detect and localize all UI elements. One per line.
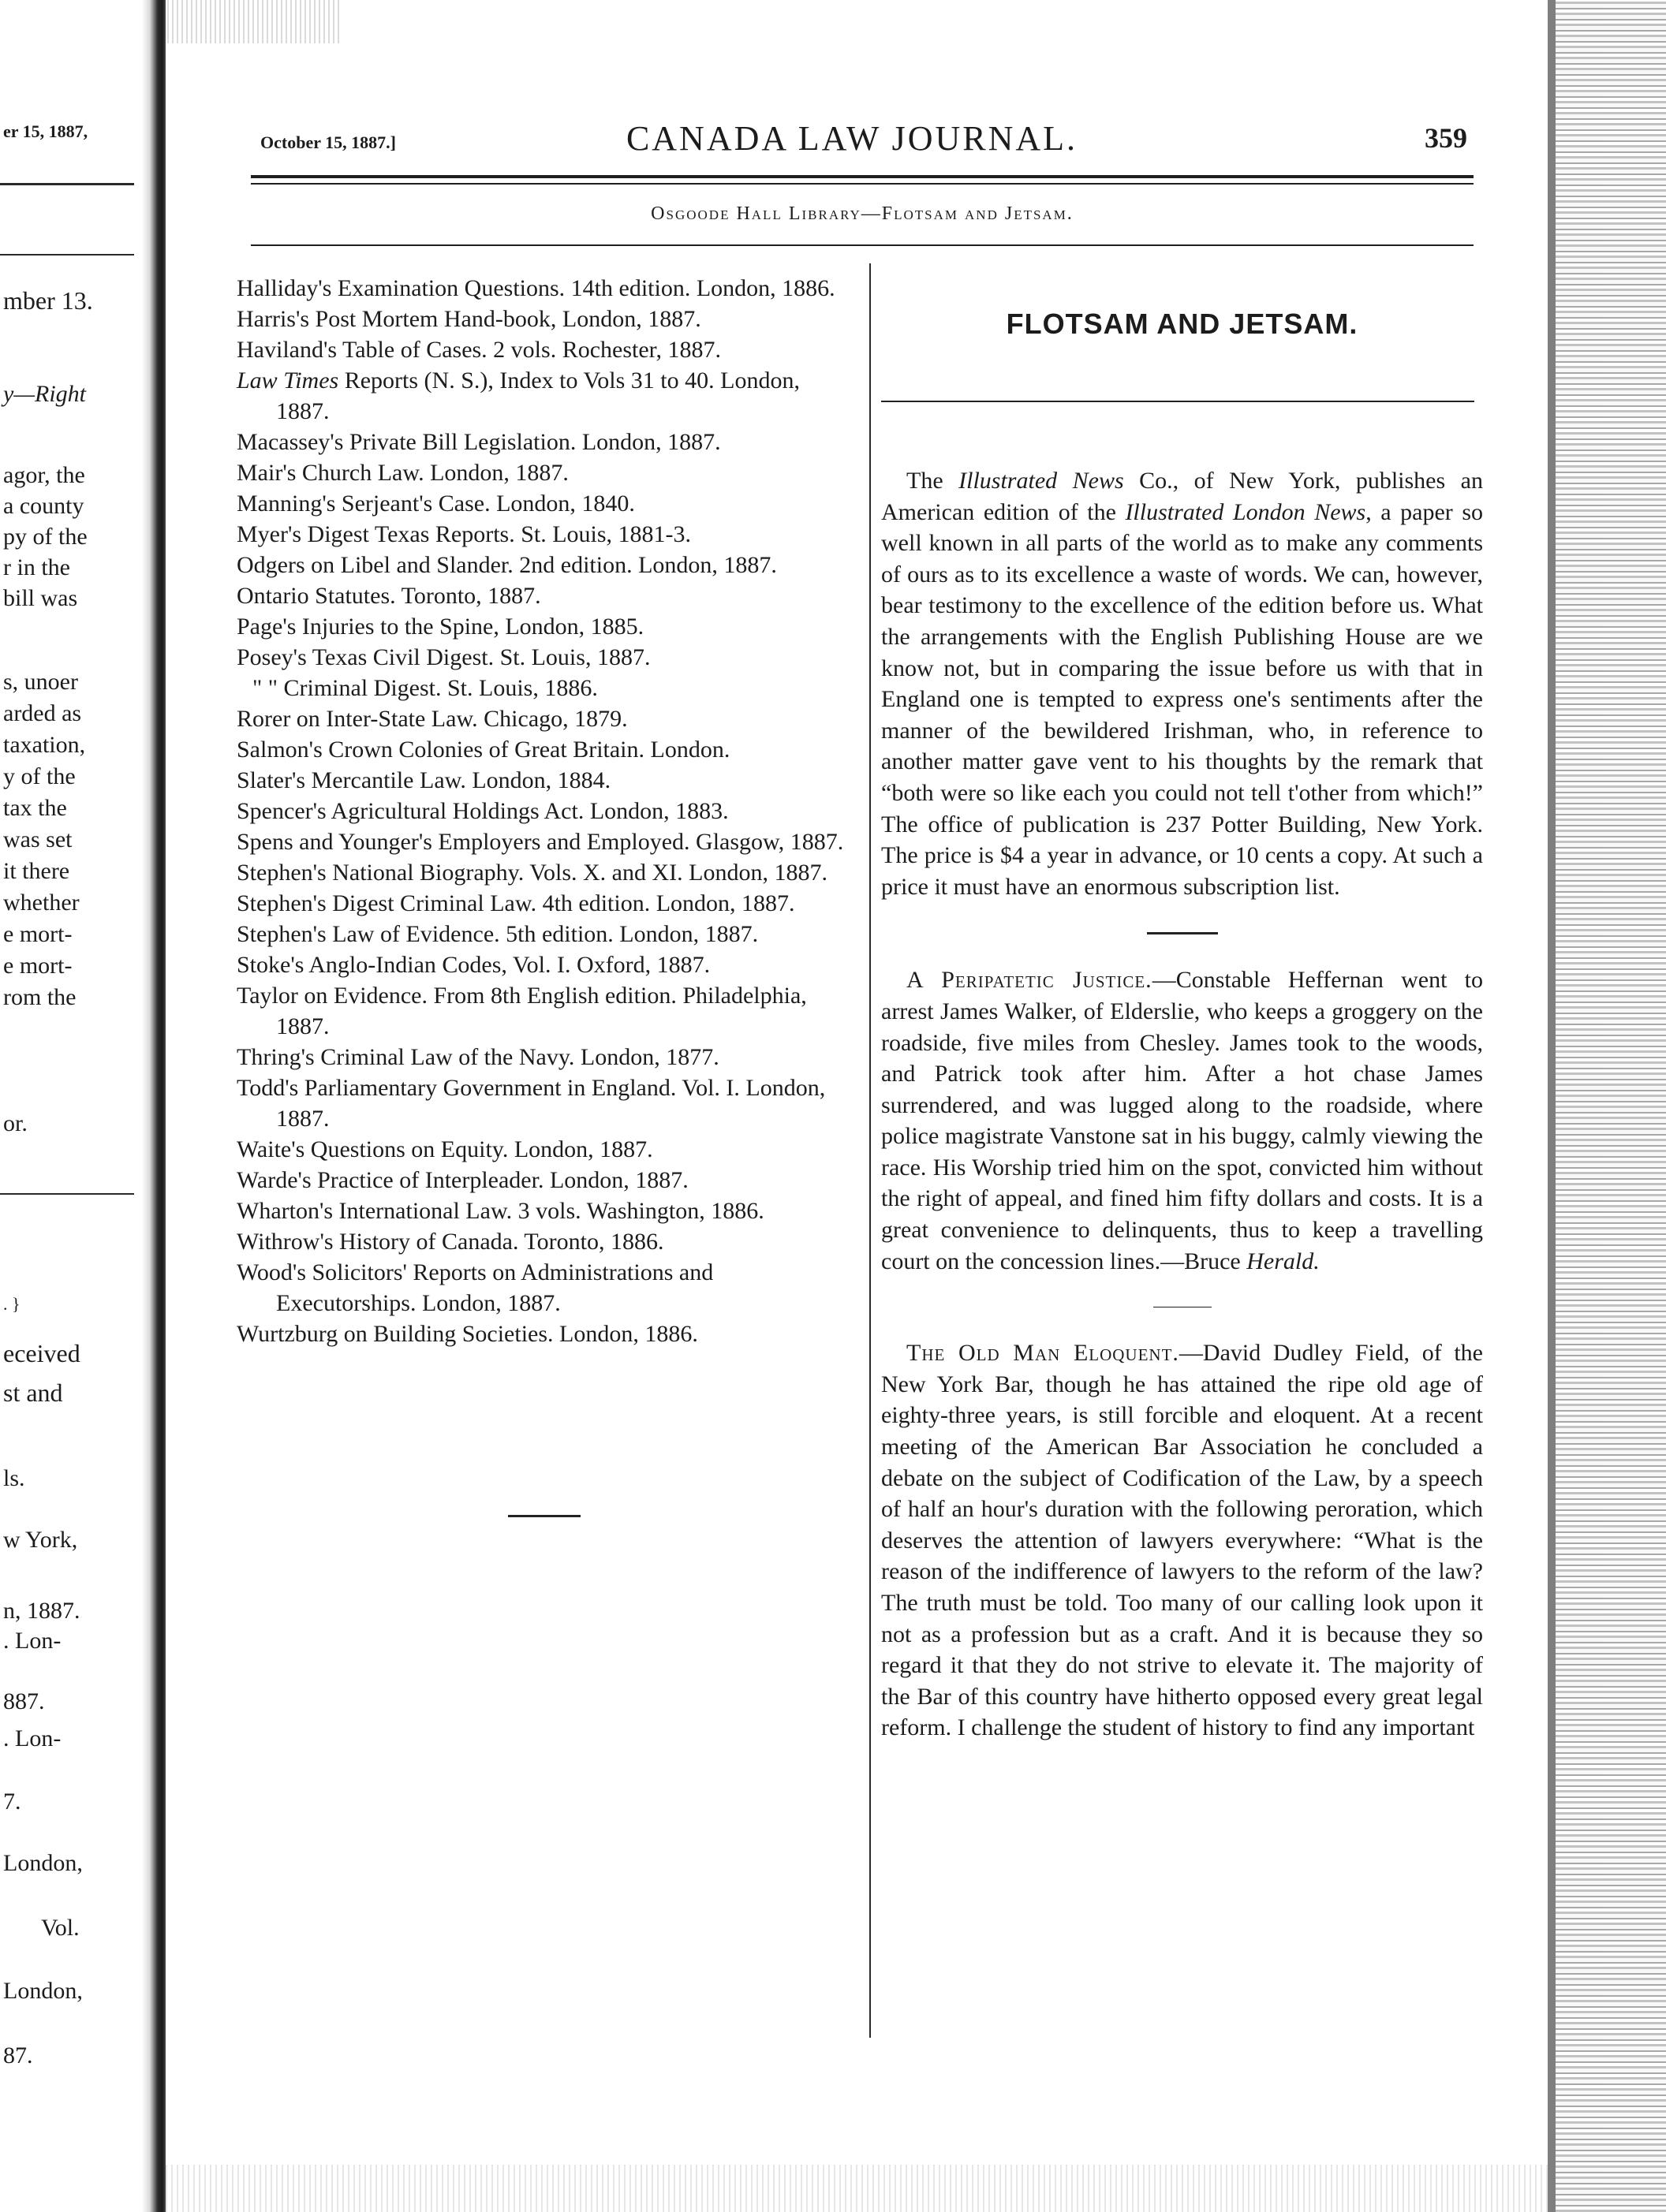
facing-page-fragment: arded as bbox=[3, 700, 82, 726]
running-head bbox=[237, 118, 1467, 166]
facing-page-fragment: 7. bbox=[3, 1789, 21, 1815]
facing-page-rule bbox=[0, 1193, 134, 1195]
facing-page-fragment: e mort- bbox=[3, 953, 73, 979]
paragraph-text: Co., of New York, publishes an American edition of the bbox=[881, 468, 1483, 525]
facing-page-fragment: . } bbox=[3, 1294, 21, 1314]
facing-page-bleed bbox=[0, 0, 142, 2212]
library-entry: Harris's Post Mortem Hand-book, London, 1887. bbox=[237, 306, 701, 332]
library-entry: Todd's Parliamentary Government in England. Vol. I. London, 1887. bbox=[237, 1075, 826, 1132]
facing-page-fragment: London, bbox=[3, 1850, 83, 1876]
library-entry: Taylor on Evidence. From 8th English edition. Philadelphia, 1887. bbox=[237, 983, 807, 1039]
facing-page-rule bbox=[0, 254, 134, 256]
library-entry: Manning's Serjeant's Case. London, 1840. bbox=[237, 491, 635, 517]
library-entry: Spencer's Agricultural Holdings Act. London, 1883. bbox=[237, 798, 729, 824]
library-entry: Stephen's Law of Evidence. 5th edition. London, 1887. bbox=[237, 921, 759, 947]
facing-page-header-fragment: er 15, 1887, bbox=[3, 121, 88, 141]
facing-page-fragment: or. bbox=[3, 1110, 28, 1136]
library-entry: Spens and Younger's Employers and Employed. Glasgow, 1887. bbox=[237, 829, 844, 855]
publication-name: Illustrated News bbox=[958, 468, 1124, 494]
subheading-rule bbox=[251, 244, 1474, 246]
facing-page-fragment: . Lon- bbox=[3, 1628, 62, 1654]
header-rule-thick bbox=[251, 175, 1474, 178]
facing-page-fragment: y of the bbox=[3, 763, 76, 789]
scan-bottom-edge bbox=[166, 2165, 1548, 2212]
facing-page-fragment: e mort- bbox=[3, 921, 73, 947]
issue-date: October 15, 1887.] bbox=[260, 132, 396, 152]
facing-page-fragment: py of the bbox=[3, 524, 88, 550]
source-attribution: Herald. bbox=[1246, 1248, 1320, 1274]
paragraph-text: The bbox=[906, 468, 959, 494]
item-heading: The Old Man Eloquent. bbox=[906, 1340, 1179, 1367]
library-entry: Ontario Statutes. Toronto, 1887. bbox=[237, 583, 541, 609]
item-separator bbox=[1147, 932, 1218, 934]
facing-page-fragment: a county bbox=[3, 493, 84, 519]
facing-page-fragment: 87. bbox=[3, 2042, 33, 2068]
page-number: 359 bbox=[1425, 122, 1467, 154]
section-subheading: Osgoode Hall Library—Flotsam and Jetsam. bbox=[651, 203, 1074, 224]
journal-title: CANADA LAW JOURNAL. bbox=[626, 119, 1078, 158]
facing-page-fragment: w York, bbox=[3, 1527, 78, 1553]
facing-page-fragment: was set bbox=[3, 826, 73, 852]
facing-page-fragment: mber 13. bbox=[3, 286, 93, 315]
library-entry: Odgers on Libel and Slander. 2nd edition. London, 1887. bbox=[237, 552, 777, 578]
scan-page-edge bbox=[1548, 0, 1666, 2212]
peripatetic-justice-paragraph bbox=[881, 964, 1483, 1277]
library-entry: Thring's Criminal Law of the Navy. London, 1877. bbox=[237, 1044, 719, 1070]
library-entry: Halliday's Examination Questions. 14th edition. London, 1886. bbox=[237, 275, 835, 301]
facing-page-fragment: rom the bbox=[3, 984, 77, 1010]
facing-page-fragment: y—Right bbox=[3, 381, 86, 407]
facing-page-fragment: eceived bbox=[3, 1339, 80, 1367]
item-heading: A Peripatetic Justice. bbox=[906, 967, 1152, 994]
library-entry: Macassey's Private Bill Legislation. London, 1887. bbox=[237, 429, 721, 455]
facing-page-fragment: 887. bbox=[3, 1688, 45, 1714]
library-entry: Wurtzburg on Building Societies. London, 1886. bbox=[237, 1321, 698, 1347]
library-entry bbox=[237, 365, 852, 427]
library-entry: Posey's Texas Civil Digest. St. Louis, 1887. bbox=[237, 644, 651, 670]
library-entry: Stephen's National Biography. Vols. X. and XI. London, 1887. bbox=[237, 860, 827, 886]
facing-page-rule bbox=[0, 183, 134, 185]
illustrated-news-paragraph bbox=[881, 465, 1483, 902]
facing-page-fragment: ls. bbox=[3, 1465, 25, 1491]
list-end-dash bbox=[508, 1515, 581, 1517]
facing-page-fragment: Vol. bbox=[41, 1915, 80, 1941]
library-entry: Stephen's Digest Criminal Law. 4th edition. London, 1887. bbox=[237, 890, 795, 916]
section-title: FLOTSAM AND JETSAM. bbox=[1006, 308, 1358, 340]
header-rule-thin bbox=[251, 183, 1474, 185]
facing-page-fragment: it there bbox=[3, 858, 70, 884]
library-entry: Rorer on Inter-State Law. Chicago, 1879. bbox=[237, 706, 628, 732]
entry-text: Reports (N. S.), Index to Vols 31 to 40. London, 1887. bbox=[276, 367, 800, 424]
facing-page-fragment: r in the bbox=[3, 554, 70, 580]
old-man-eloquent-paragraph bbox=[881, 1337, 1483, 1744]
facing-page-fragment: . Lon- bbox=[3, 1725, 62, 1751]
facing-page-fragment: agor, the bbox=[3, 462, 85, 488]
facing-page-fragment: London, bbox=[3, 1978, 83, 2004]
library-entry: " " Criminal Digest. St. Louis, 1886. bbox=[252, 675, 598, 701]
column-divider bbox=[869, 263, 871, 2038]
facing-page-fragment: n, 1887. bbox=[3, 1598, 80, 1624]
facing-page-fragment: whether bbox=[3, 890, 80, 916]
periodical-title: Law Times bbox=[237, 367, 339, 394]
library-entry: Slater's Mercantile Law. London, 1884. bbox=[237, 767, 611, 793]
library-entry: Withrow's History of Canada. Toronto, 1886. bbox=[237, 1229, 664, 1255]
facing-page-fragment: s, unoer bbox=[3, 669, 78, 695]
section-title-rule bbox=[881, 401, 1474, 402]
library-entry: Page's Injuries to the Spine, London, 1885. bbox=[237, 614, 644, 640]
facing-page-fragment: st and bbox=[3, 1378, 63, 1407]
library-acquisitions-list bbox=[237, 273, 852, 1517]
flotsam-and-jetsam-column bbox=[881, 273, 1483, 1744]
library-entry: Mair's Church Law. London, 1887. bbox=[237, 460, 569, 486]
facing-page-fragment: tax the bbox=[3, 795, 67, 821]
library-entry: Stoke's Anglo-Indian Codes, Vol. I. Oxford, 1887. bbox=[237, 952, 711, 978]
library-entry: Haviland's Table of Cases. 2 vols. Rochester, 1887. bbox=[237, 337, 721, 363]
facing-page-fragment: taxation, bbox=[3, 732, 86, 758]
library-entry: Salmon's Crown Colonies of Great Britain. London. bbox=[237, 737, 730, 763]
library-entry: Waite's Questions on Equity. London, 1887. bbox=[237, 1136, 653, 1162]
publication-name: Illustrated London News bbox=[1125, 498, 1366, 525]
facing-page-fragment: bill was bbox=[3, 585, 78, 611]
library-entry: Myer's Digest Texas Reports. St. Louis, 1881-3. bbox=[237, 521, 692, 547]
paragraph-text: —David Dudley Field, of the New York Bar, though he has attained the ripe old age of eighty-three years, is still forcible and eloquent. At a recent meeting of the American Bar Association he concluded a debate on the subject of Codification of the Law, by a speech of half an hour's duration with the following peroration, which deserves the attention of lawyers everywhere: “What is the reason of the indifference of lawyers to the reform of the law? The truth must be told. Too many of our calling look upon it not as a profession but as a craft. And it is because they so regard it that they do not strive to elevate it. The majority of the Bar of this country have hitherto opposed every great legal reform. I challenge the student of history to find any important bbox=[881, 1340, 1483, 1741]
library-entry: Wood's Solicitors' Reports on Administrations and Executorships. London, 1887. bbox=[237, 1259, 714, 1316]
library-entry: Wharton's International Law. 3 vols. Washington, 1886. bbox=[237, 1198, 764, 1224]
paragraph-text: —Constable Heffernan went to arrest James Walker, of Elderslie, who keeps a groggery on the roadside, five miles from Chesley. James took to the woods, and Patrick took after him. After a hot chase James surrendered, and was lugged along to the roadside, where police magistrate Vanstone sat in his buggy, calmly viewing the race. His Worship tried him on the spot, convicted him without the right of appeal, and fined him fifty dollars and costs. It is a great convenience to delinquents, thus to keep a travelling court on the concession lines.—Bruce bbox=[881, 967, 1483, 1274]
paragraph-text: , a paper so well known in all parts of the world as to make any comments of ours as to its excellence a waste of words. We can, however, bear testimony to the excellence of the edition before us. What the arrangements with the English Publishing House are we know not, but in comparing the issue before us with that in England one is tempted to express one's sentiments after the manner of the bewildered Irishman, who, in reference to another matter gave vent to his thoughts by the remark that “both were so like each you could not tell t'other from which!” The office of publication is 237 Potter Building, New York. The price is $4 a year in advance, or 10 cents a copy. At such a price it must have an enormous subscription list. bbox=[881, 498, 1483, 900]
library-entry: Warde's Practice of Interpleader. London, 1887. bbox=[237, 1167, 689, 1193]
